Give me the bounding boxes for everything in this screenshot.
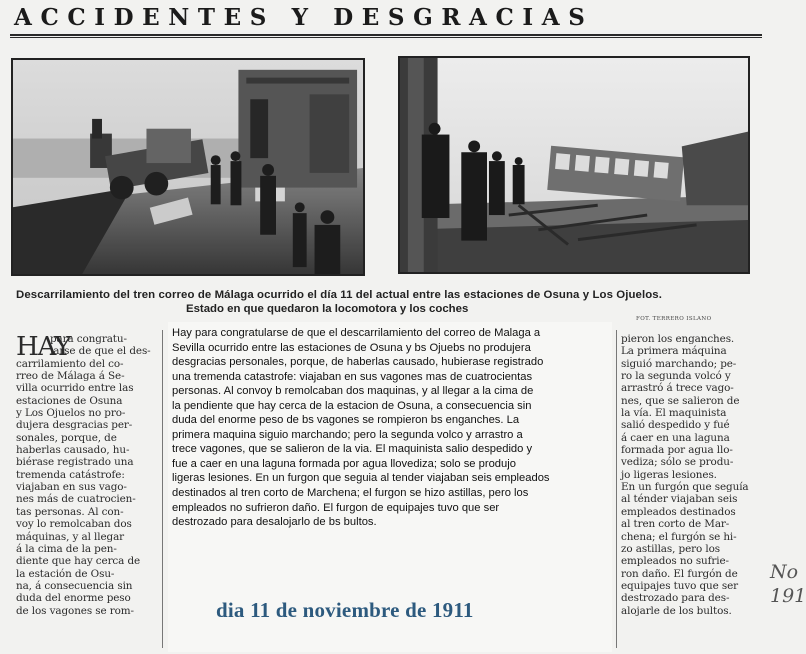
- transcription-line: trece vagones, que se salieron de la via. El maquinista salio despedido y: [172, 443, 533, 456]
- photo-left-image: [13, 60, 363, 274]
- handwritten-note: [770, 560, 806, 654]
- article-line: de los vagones se rom-: [16, 604, 134, 617]
- article-line: pieron los enganches.: [621, 333, 735, 345]
- date-label: dia 11 de noviembre de 1911: [216, 598, 474, 622]
- article-line: carrilamiento del co-: [16, 357, 124, 370]
- article-line: La primera máquina: [621, 345, 727, 358]
- article-line: tremenda catástrofe:: [16, 468, 125, 481]
- drop-cap: HAY: [16, 332, 71, 362]
- article-line: siguió marchando; pe-: [621, 357, 737, 370]
- article-line: la estación de Osu-: [16, 567, 115, 580]
- article-line: alojarle de los bultos.: [621, 604, 732, 617]
- photo-caption-line-1: Descarrilamiento del tren correo de Málaga ocurrido el día 11 del actual entre las estaciones de Osuna y Los Ojuelos.: [16, 289, 663, 301]
- handwritten-line-1: No: [770, 561, 799, 583]
- transcription-line: fue a caer en una laguna formada por agua llovediza; solo se produjo: [172, 457, 516, 470]
- article-line: vediza; sólo se produ-: [621, 456, 734, 469]
- article-line: y Los Ojuelos no pro-: [16, 407, 126, 420]
- transcription-line: destrozado para desalojarlo de bs bultos.: [172, 516, 377, 529]
- article-line: empleados destinados: [621, 505, 736, 518]
- article-line: duda del enorme peso: [16, 592, 131, 605]
- article-line: chena; el furgón se hi-: [621, 530, 737, 543]
- transcription-line: primera maquina siguio marchando; pero la segunda volco y arrastro a: [172, 428, 523, 441]
- transcription-line: la pendiente que hay cerca de la estacion de Osuna, a consecuencia sin: [172, 399, 532, 412]
- article-line: rreo de Málaga á Se-: [16, 370, 125, 383]
- transcription-line: una tremenda catastrofe: viajaban en sus vagones mas de cuatrocientas: [172, 370, 533, 383]
- article-line: para congratu-: [50, 333, 127, 345]
- article-line: sonales, porque, de: [16, 431, 117, 444]
- article-line: villa ocurrido entre las: [16, 382, 134, 395]
- transcription-line: personas. Al convoy b remolcaban dos maquinas, y al llegar a la cima de: [172, 385, 534, 398]
- photo-credit: FOT. TERRERO ISLANO: [636, 316, 712, 322]
- photo-right-image: [400, 58, 748, 272]
- heading-rule: [10, 34, 762, 38]
- article-line: equipajes tuvo que ser: [621, 579, 739, 592]
- transcription-line: desgracias personales, porque, de haberlas causado, hubierase registrado: [172, 356, 544, 369]
- article-line: salió despedido y fué: [621, 419, 730, 432]
- transcription-line: empleados no sufrieron daño. El furgon de equipajes tuvo que ser: [172, 501, 500, 514]
- article-line: destrozado para des-: [621, 592, 730, 605]
- transcription-line: ligeras lesiones. En un furgon que seguia al tender viajaban seis empleados: [172, 472, 550, 485]
- article-line: zo astillas, pero los: [621, 542, 720, 555]
- article-line: tas personas. Al con-: [16, 505, 124, 518]
- column-divider-left: [162, 330, 163, 648]
- article-line: En un furgón que seguía: [621, 481, 749, 494]
- article-left-column: [16, 333, 154, 617]
- article-line: dujera desgracias per-: [16, 419, 133, 432]
- article-line: al tren corto de Mar-: [621, 518, 730, 531]
- transcription-line: Sevilla ocurrido entre las estaciones de Osuna y bs Ojuebs no produjera: [172, 341, 531, 354]
- article-line: viajaban en sus vago-: [16, 481, 127, 494]
- photo-caption-line-2: Estado en que quedaron la locomotora y los coches: [186, 303, 469, 315]
- handwritten-line-2: 191: [770, 585, 806, 607]
- article-line: larse de que el des-: [50, 345, 151, 358]
- photo-overturned-coaches: [398, 56, 750, 274]
- article-line: haberlas causado, hu-: [16, 444, 130, 457]
- article-line: al ténder viajaban seis: [621, 493, 738, 506]
- article-line: estaciones de Osuna: [16, 394, 123, 407]
- article-line: máquinas, y al llegar: [16, 530, 125, 543]
- transcription-line: Hay para congratularse de que el descarrilamiento del correo de Malaga a: [172, 327, 541, 339]
- article-line: voy lo remolcaban dos: [16, 518, 132, 531]
- article-line: nes, que se salieron de: [621, 394, 740, 407]
- article-right-column: [621, 333, 761, 617]
- transcription-line: destinados al tren corto de Marchena; el furgon se hizo astillas, pero los: [172, 487, 529, 500]
- article-line: á la cima de la pen-: [16, 542, 117, 555]
- article-line: na, á consecuencia sin: [16, 579, 133, 592]
- article-line: empleados no sufrie-: [621, 555, 729, 568]
- article-line: ro la segunda volcó y: [621, 370, 731, 383]
- article-line: arrastró á trece vago-: [621, 382, 734, 395]
- transcription-text: [172, 326, 612, 530]
- article-line: formada por agua llo-: [621, 444, 733, 457]
- transcription-line: duda del enorme peso de bs vagones se rompieron bs enganches. La: [172, 414, 520, 427]
- article-line: ron daño. El furgón de: [621, 567, 738, 580]
- article-line: á caer en una laguna: [621, 431, 730, 444]
- photo-train-derailment-workers: [11, 58, 365, 276]
- column-divider-right: [616, 330, 617, 648]
- article-line: jo ligeras lesiones.: [621, 468, 717, 481]
- article-line: diente que hay cerca de: [16, 555, 141, 568]
- article-line: biérase registrado una: [16, 456, 134, 469]
- section-heading: ACCIDENTES Y DESGRACIAS: [14, 4, 594, 31]
- article-line: nes más de cuatrocien-: [16, 493, 136, 506]
- article-line: la vía. El maquinista: [621, 407, 727, 420]
